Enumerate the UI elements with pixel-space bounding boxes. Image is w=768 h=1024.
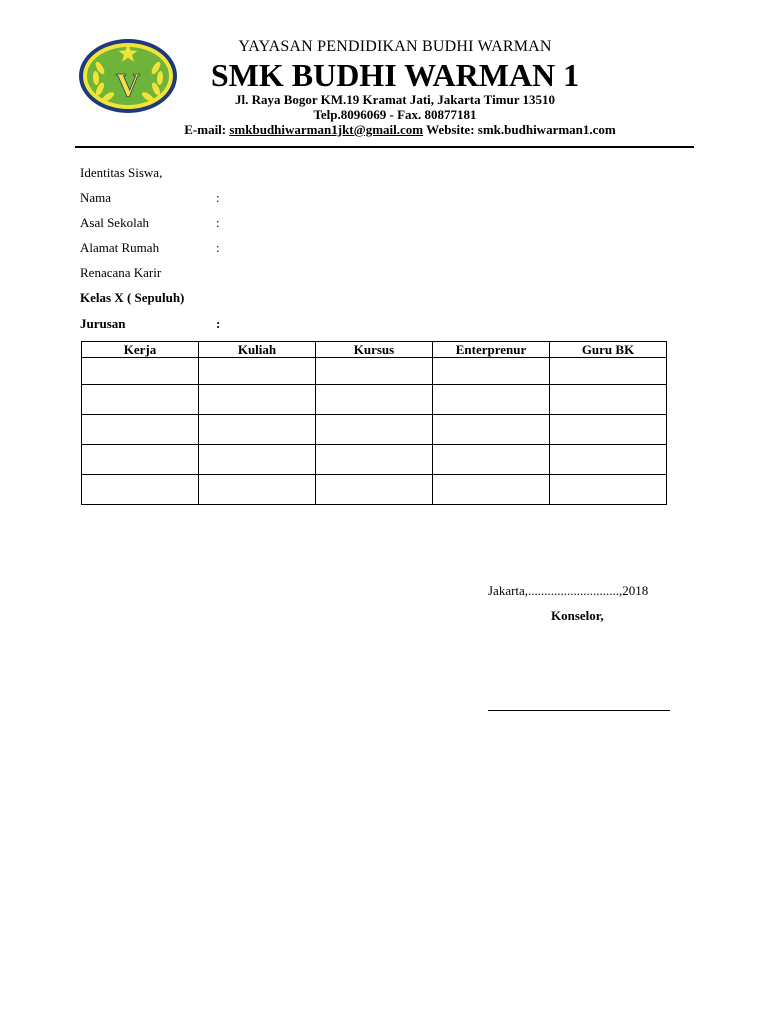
school-name: SMK BUDHI WARMAN 1	[210, 57, 580, 93]
field-label: Jurusan	[80, 316, 126, 331]
counselor-label: Konselor,	[551, 608, 604, 623]
email-link[interactable]: smkbudhiwarman1jkt@gmail.com	[229, 122, 424, 137]
table-cell[interactable]	[316, 445, 433, 475]
table-cell[interactable]	[433, 385, 550, 415]
field-asal-sekolah	[80, 215, 220, 231]
contact-line	[120, 122, 680, 138]
table-cell[interactable]	[82, 385, 199, 415]
column-header: Guru BK	[550, 342, 667, 358]
table-cell[interactable]	[199, 475, 316, 505]
table-cell[interactable]	[316, 358, 433, 385]
table-cell[interactable]	[82, 475, 199, 505]
table-cell[interactable]	[316, 415, 433, 445]
column-header: Kursus	[316, 342, 433, 358]
field-label: Asal Sekolah	[80, 215, 149, 230]
table-cell[interactable]	[550, 445, 667, 475]
field-separator: :	[216, 240, 220, 255]
field-label: Alamat Rumah	[80, 240, 160, 255]
table-row	[82, 415, 667, 445]
email-label: E-mail:	[184, 122, 227, 137]
website-label: Website:	[426, 122, 475, 137]
column-header: Enterprenur	[433, 342, 550, 358]
table-cell[interactable]	[550, 415, 667, 445]
table-cell[interactable]	[433, 415, 550, 445]
table-row	[82, 358, 667, 385]
table-cell[interactable]	[199, 385, 316, 415]
table-cell[interactable]	[199, 415, 316, 445]
table-cell[interactable]	[433, 358, 550, 385]
table-cell[interactable]	[199, 445, 316, 475]
logo-letter: V	[115, 67, 141, 104]
table-cell[interactable]	[82, 415, 199, 445]
field-label: Renacana Karir	[80, 265, 162, 280]
table-cell[interactable]	[550, 385, 667, 415]
table-cell[interactable]	[550, 358, 667, 385]
table-row	[82, 385, 667, 415]
table-cell[interactable]	[316, 475, 433, 505]
table-cell[interactable]	[199, 358, 316, 385]
class-label: Kelas X ( Sepuluh)	[80, 290, 185, 305]
table-cell[interactable]	[433, 475, 550, 505]
table-cell[interactable]	[82, 445, 199, 475]
school-phone: Telp.8096069 - Fax. 80877181	[313, 107, 477, 122]
signature-line	[488, 710, 670, 711]
table-header-row	[82, 342, 667, 358]
field-nama	[80, 190, 220, 206]
field-jurusan	[80, 316, 220, 332]
table-cell[interactable]	[433, 445, 550, 475]
table-cell[interactable]	[82, 358, 199, 385]
field-separator: :	[216, 215, 220, 230]
field-label: Nama	[80, 190, 112, 205]
section-title: Identitas Siswa,	[80, 165, 163, 180]
table-cell[interactable]	[550, 475, 667, 505]
table-cell[interactable]	[316, 385, 433, 415]
field-alamat-rumah	[80, 240, 220, 256]
table-row	[82, 475, 667, 505]
foundation-name: YAYASAN PENDIDIKAN BUDHI WARMAN	[238, 38, 552, 55]
column-header: Kerja	[82, 342, 199, 358]
career-plan-table	[81, 341, 667, 505]
header-divider	[75, 146, 694, 148]
field-separator: :	[216, 316, 221, 331]
table-row	[82, 445, 667, 475]
field-separator: :	[216, 190, 220, 205]
website-link[interactable]: smk.budhiwarman1.com	[477, 122, 616, 137]
field-rencana-karir	[80, 265, 216, 281]
column-header: Kuliah	[199, 342, 316, 358]
place-date: Jakarta,............................,2018	[488, 583, 649, 598]
school-address: Jl. Raya Bogor KM.19 Kramat Jati, Jakarta Timur 13510	[234, 92, 556, 107]
